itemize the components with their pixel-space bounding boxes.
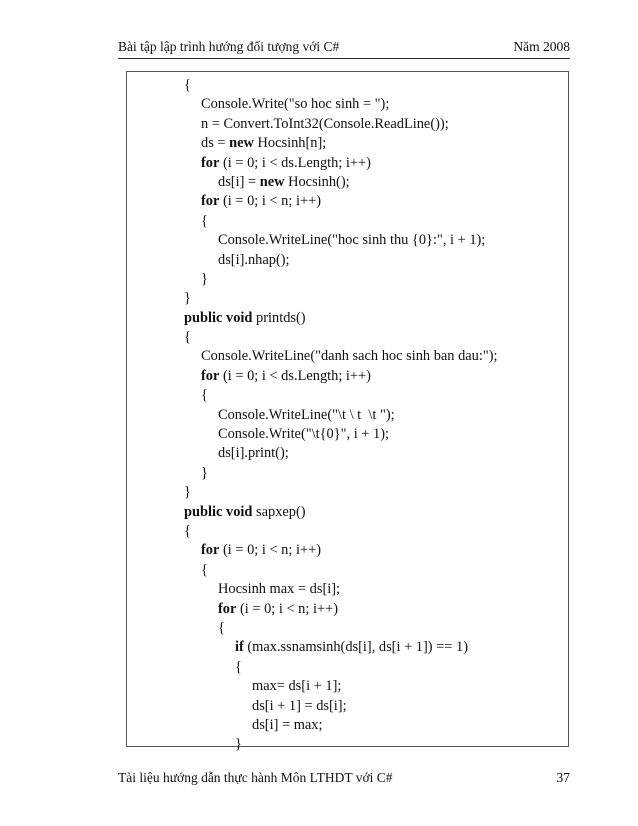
code-line (184, 541, 498, 560)
code-text: } (235, 736, 242, 753)
code-text: (i = 0; i < ds.Length; i++) (219, 154, 371, 171)
code-line (184, 444, 498, 463)
code-text: { (235, 658, 242, 675)
code-text: { (201, 212, 208, 229)
code-text: } (184, 484, 191, 501)
code-text: (i = 0; i < n; i++) (219, 193, 321, 210)
page-header (118, 36, 570, 59)
code-line (184, 309, 498, 328)
code-line (184, 231, 498, 250)
code-text: Hocsinh[n]; (253, 135, 327, 152)
footer-text: Tài liệu hướng dẫn thực hành Môn LTHDT với C# (118, 770, 393, 785)
code-block (184, 76, 498, 755)
code-text: ds[i].nhap(); (218, 251, 290, 268)
code-line (184, 600, 498, 619)
code-text: Console.WriteLine("hoc sinh thu {0}:", i + 1); (218, 232, 486, 249)
code-text: printds() (252, 309, 306, 326)
code-keyword: public (184, 503, 223, 520)
code-text: { (184, 77, 191, 93)
header-year: Năm 2008 (513, 39, 570, 54)
code-text: max= ds[i + 1]; (252, 678, 342, 695)
code-text: (i = 0; i < ds.Length; i++) (219, 367, 371, 384)
code-line (184, 328, 498, 347)
code-text: } (201, 464, 208, 481)
code-line (184, 76, 498, 95)
code-keyword: new (229, 135, 254, 152)
code-text: } (201, 270, 208, 287)
code-line (184, 677, 498, 696)
code-line (184, 522, 498, 541)
code-text: { (218, 619, 225, 636)
code-text: { (201, 561, 208, 578)
code-line (184, 425, 498, 444)
code-text: { (184, 522, 191, 539)
code-keyword: for (201, 542, 220, 559)
code-line (184, 154, 498, 173)
code-text: Console.Write("\t{0}", i + 1); (218, 426, 389, 443)
code-keyword: public (184, 309, 223, 326)
code-line (184, 658, 498, 677)
code-text: ds[i] = (218, 173, 260, 190)
code-line (184, 212, 498, 231)
code-text: n = Convert.ToInt32(Console.ReadLine()); (201, 115, 449, 132)
header-title: Bài tập lập trình hướng đối tượng với C# (118, 39, 340, 54)
code-text: Console.WriteLine("danh sach hoc sinh ban dau:"); (201, 348, 498, 365)
code-text: ds[i] = max; (252, 716, 323, 733)
code-line (184, 95, 498, 114)
code-text: { (201, 387, 208, 404)
code-line (184, 173, 498, 192)
code-text: { (184, 329, 191, 346)
code-line (184, 347, 498, 366)
page-number: 37 (556, 770, 570, 785)
code-line (184, 619, 498, 638)
code-text: ds[i].print(); (218, 445, 289, 462)
code-line (184, 561, 498, 580)
code-keyword: if (235, 639, 244, 656)
code-line (184, 192, 498, 211)
code-text: Console.Write("so hoc sinh = "); (201, 96, 390, 113)
code-line (184, 638, 498, 657)
code-line (184, 464, 498, 483)
code-keyword: for (218, 600, 237, 617)
code-text: sapxep() (252, 503, 306, 520)
code-keyword: void (226, 503, 253, 520)
code-text: ds[i + 1] = ds[i]; (252, 697, 347, 714)
code-line (184, 134, 498, 153)
code-line (184, 716, 498, 735)
code-keyword: void (226, 309, 253, 326)
code-line (184, 580, 498, 599)
code-line (184, 251, 498, 270)
code-keyword: for (201, 367, 220, 384)
code-line (184, 697, 498, 716)
code-line (184, 115, 498, 134)
code-line (184, 289, 498, 308)
code-line (184, 483, 498, 502)
code-text: Console.WriteLine("\t \ t \t "); (218, 406, 395, 423)
code-line (184, 367, 498, 386)
code-text: (i = 0; i < n; i++) (236, 600, 338, 617)
code-text: (i = 0; i < n; i++) (219, 542, 321, 559)
code-text: (max.ssnamsinh(ds[i], ds[i + 1]) == 1) (243, 639, 468, 656)
code-line (184, 503, 498, 522)
code-line (184, 406, 498, 425)
code-text: Hocsinh max = ds[i]; (218, 581, 341, 598)
code-keyword: for (201, 193, 220, 210)
code-text: ds = (201, 135, 230, 152)
code-keyword: for (201, 154, 220, 171)
code-text: } (184, 290, 191, 307)
code-line (184, 735, 498, 754)
code-line (184, 386, 498, 405)
code-text: Hocsinh(); (284, 173, 350, 190)
code-keyword: new (259, 173, 285, 190)
code-line (184, 270, 498, 289)
